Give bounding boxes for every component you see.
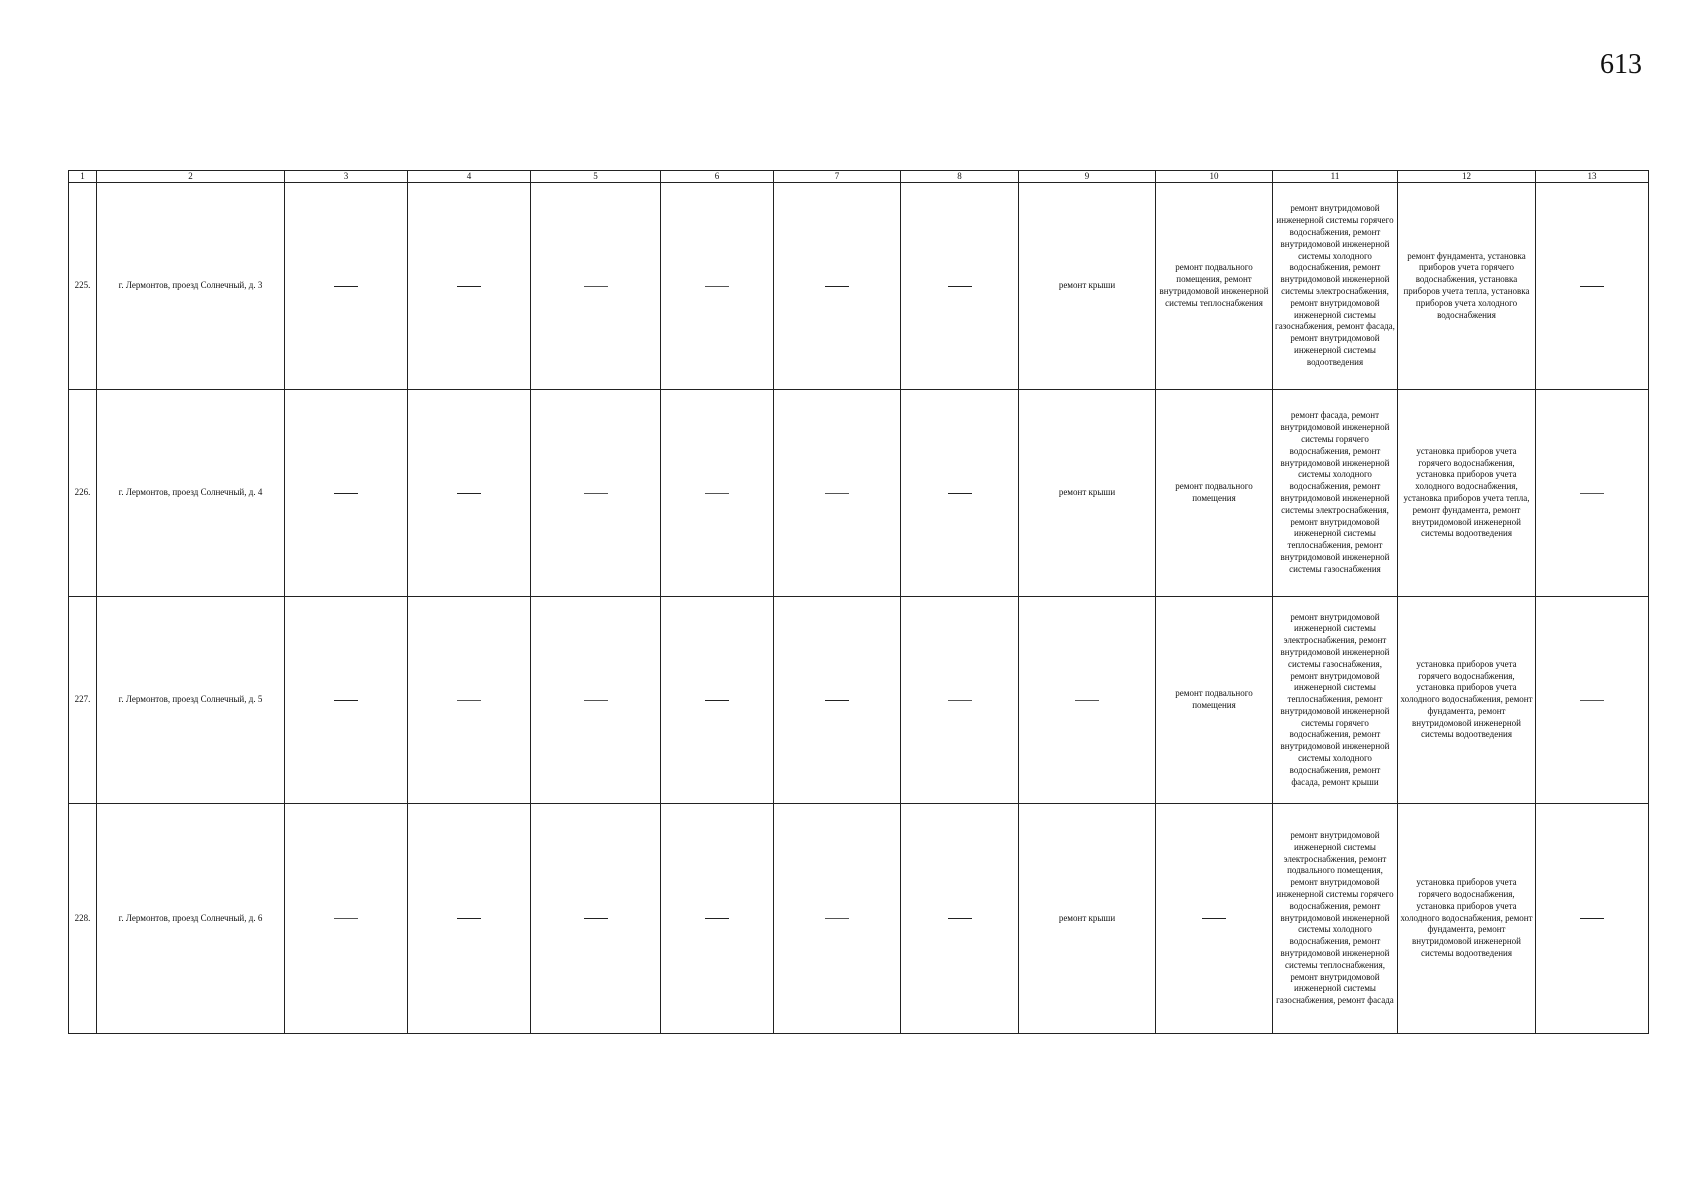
dash-mark (705, 493, 729, 494)
work-cell-col9: ремонт крыши (1019, 183, 1156, 390)
row-number: 225. (69, 183, 97, 390)
address-cell: г. Лермонтов, проезд Солнечный, д. 5 (97, 597, 285, 804)
dash-mark (334, 700, 358, 701)
empty-cell (1019, 597, 1156, 804)
empty-cell (408, 804, 531, 1034)
dash-mark (1202, 918, 1226, 919)
column-number: 6 (661, 171, 774, 183)
column-number: 10 (1156, 171, 1273, 183)
column-number: 12 (1398, 171, 1536, 183)
dash-mark (584, 700, 608, 701)
work-cell-col12: ремонт фундамента, установка приборов учета горячего водоснабжения, установка приборов учета тепла, установка приборов учета холодного водоснабжения (1398, 183, 1536, 390)
empty-cell (774, 597, 901, 804)
empty-cell (285, 183, 408, 390)
work-cell-col10: ремонт подвального помещения, ремонт внутридомовой инженерной системы теплоснабжения (1156, 183, 1273, 390)
dash-mark (334, 493, 358, 494)
empty-cell (531, 390, 661, 597)
dash-mark (1580, 493, 1604, 494)
empty-cell (774, 804, 901, 1034)
work-cell-col9: ремонт крыши (1019, 390, 1156, 597)
dash-mark (334, 286, 358, 287)
column-number: 4 (408, 171, 531, 183)
empty-cell (774, 390, 901, 597)
dash-mark (825, 918, 849, 919)
empty-cell (1156, 804, 1273, 1034)
empty-cell (1536, 597, 1649, 804)
empty-cell (531, 183, 661, 390)
empty-cell (1536, 390, 1649, 597)
dash-mark (457, 286, 481, 287)
dash-mark (584, 286, 608, 287)
row-number: 226. (69, 390, 97, 597)
dash-mark (948, 700, 972, 701)
dash-mark (1580, 918, 1604, 919)
dash-mark (1580, 286, 1604, 287)
column-number-row (69, 171, 1649, 183)
empty-cell (901, 390, 1019, 597)
column-number: 1 (69, 171, 97, 183)
work-cell-col12: установка приборов учета горячего водоснабжения, установка приборов учета холодного водоснабжения, ремонт фундамента, ремонт внутридомовой инженерной системы водоотведения (1398, 597, 1536, 804)
empty-cell (531, 804, 661, 1034)
work-cell-col11: ремонт внутридомовой инженерной системы электроснабжения, ремонт подвального помещения, ремонт внутридомовой инженерной системы горячего водоснабжения, ремонт внутридомовой инженерной системы холодного водоснабжения, ремонт внутридомовой инженерной системы теплоснабжения, ремонт внутридомовой инженерной системы газоснабжения, ремонт фасада (1273, 804, 1398, 1034)
row-number: 227. (69, 597, 97, 804)
address-cell: г. Лермонтов, проезд Солнечный, д. 4 (97, 390, 285, 597)
column-number: 8 (901, 171, 1019, 183)
work-cell-col9: ремонт крыши (1019, 804, 1156, 1034)
row-number: 228. (69, 804, 97, 1034)
empty-cell (1536, 804, 1649, 1034)
column-number: 3 (285, 171, 408, 183)
empty-cell (661, 597, 774, 804)
dash-mark (825, 286, 849, 287)
empty-cell (901, 804, 1019, 1034)
dash-mark (825, 700, 849, 701)
empty-cell (661, 804, 774, 1034)
address-cell: г. Лермонтов, проезд Солнечный, д. 3 (97, 183, 285, 390)
dash-mark (457, 918, 481, 919)
empty-cell (661, 183, 774, 390)
dash-mark (334, 918, 358, 919)
work-cell-col11: ремонт фасада, ремонт внутридомовой инженерной системы горячего водоснабжения, ремонт внутридомовой инженерной системы холодного водоснабжения, ремонт внутридомовой инженерной системы электроснабжения, ремонт внутридомовой инженерной системы теплоснабжения, ремонт внутридомовой инженерной системы газоснабжения (1273, 390, 1398, 597)
work-cell-col11: ремонт внутридомовой инженерной системы электроснабжения, ремонт внутридомовой инженерной системы газоснабжения, ремонт внутридомовой инженерной системы теплоснабжения, ремонт внутридомовой инженерной системы горячего водоснабжения, ремонт внутридомовой инженерной системы холодного водоснабжения, ремонт фасада, ремонт крыши (1273, 597, 1398, 804)
dash-mark (457, 493, 481, 494)
dash-mark (825, 493, 849, 494)
dash-mark (705, 700, 729, 701)
repair-schedule-table (68, 170, 1649, 1034)
column-number: 9 (1019, 171, 1156, 183)
dash-mark (705, 918, 729, 919)
address-cell: г. Лермонтов, проезд Солнечный, д. 6 (97, 804, 285, 1034)
empty-cell (408, 183, 531, 390)
table-row (69, 390, 1649, 597)
empty-cell (901, 183, 1019, 390)
work-cell-col10: ремонт подвального помещения (1156, 597, 1273, 804)
column-number: 7 (774, 171, 901, 183)
empty-cell (285, 804, 408, 1034)
page-number: 613 (1600, 49, 1642, 80)
empty-cell (285, 597, 408, 804)
dash-mark (948, 918, 972, 919)
work-cell-col12: установка приборов учета горячего водоснабжения, установка приборов учета холодного водоснабжения, установка приборов учета тепла, ремонт фундамента, ремонт внутридомовой инженерной системы водоотведения (1398, 390, 1536, 597)
empty-cell (901, 597, 1019, 804)
empty-cell (661, 390, 774, 597)
dash-mark (584, 493, 608, 494)
empty-cell (408, 597, 531, 804)
dash-mark (457, 700, 481, 701)
dash-mark (948, 493, 972, 494)
empty-cell (285, 390, 408, 597)
empty-cell (408, 390, 531, 597)
table-row (69, 804, 1649, 1034)
work-cell-col11: ремонт внутридомовой инженерной системы горячего водоснабжения, ремонт внутридомовой инженерной системы холодного водоснабжения, ремонт внутридомовой инженерной системы электроснабжения, ремонт внутридомовой инженерной системы газоснабжения, ремонт фасада, ремонт внутридомовой инженерной системы водоотведения (1273, 183, 1398, 390)
empty-cell (1536, 183, 1649, 390)
column-number: 2 (97, 171, 285, 183)
table-row (69, 183, 1649, 390)
dash-mark (1580, 700, 1604, 701)
work-cell-col12: установка приборов учета горячего водоснабжения, установка приборов учета холодного водоснабжения, ремонт фундамента, ремонт внутридомовой инженерной системы водоотведения (1398, 804, 1536, 1034)
dash-mark (584, 918, 608, 919)
dash-mark (1075, 700, 1099, 701)
column-number: 13 (1536, 171, 1649, 183)
table-row (69, 597, 1649, 804)
dash-mark (705, 286, 729, 287)
work-cell-col10: ремонт подвального помещения (1156, 390, 1273, 597)
column-number: 11 (1273, 171, 1398, 183)
dash-mark (948, 286, 972, 287)
column-number: 5 (531, 171, 661, 183)
empty-cell (774, 183, 901, 390)
empty-cell (531, 597, 661, 804)
